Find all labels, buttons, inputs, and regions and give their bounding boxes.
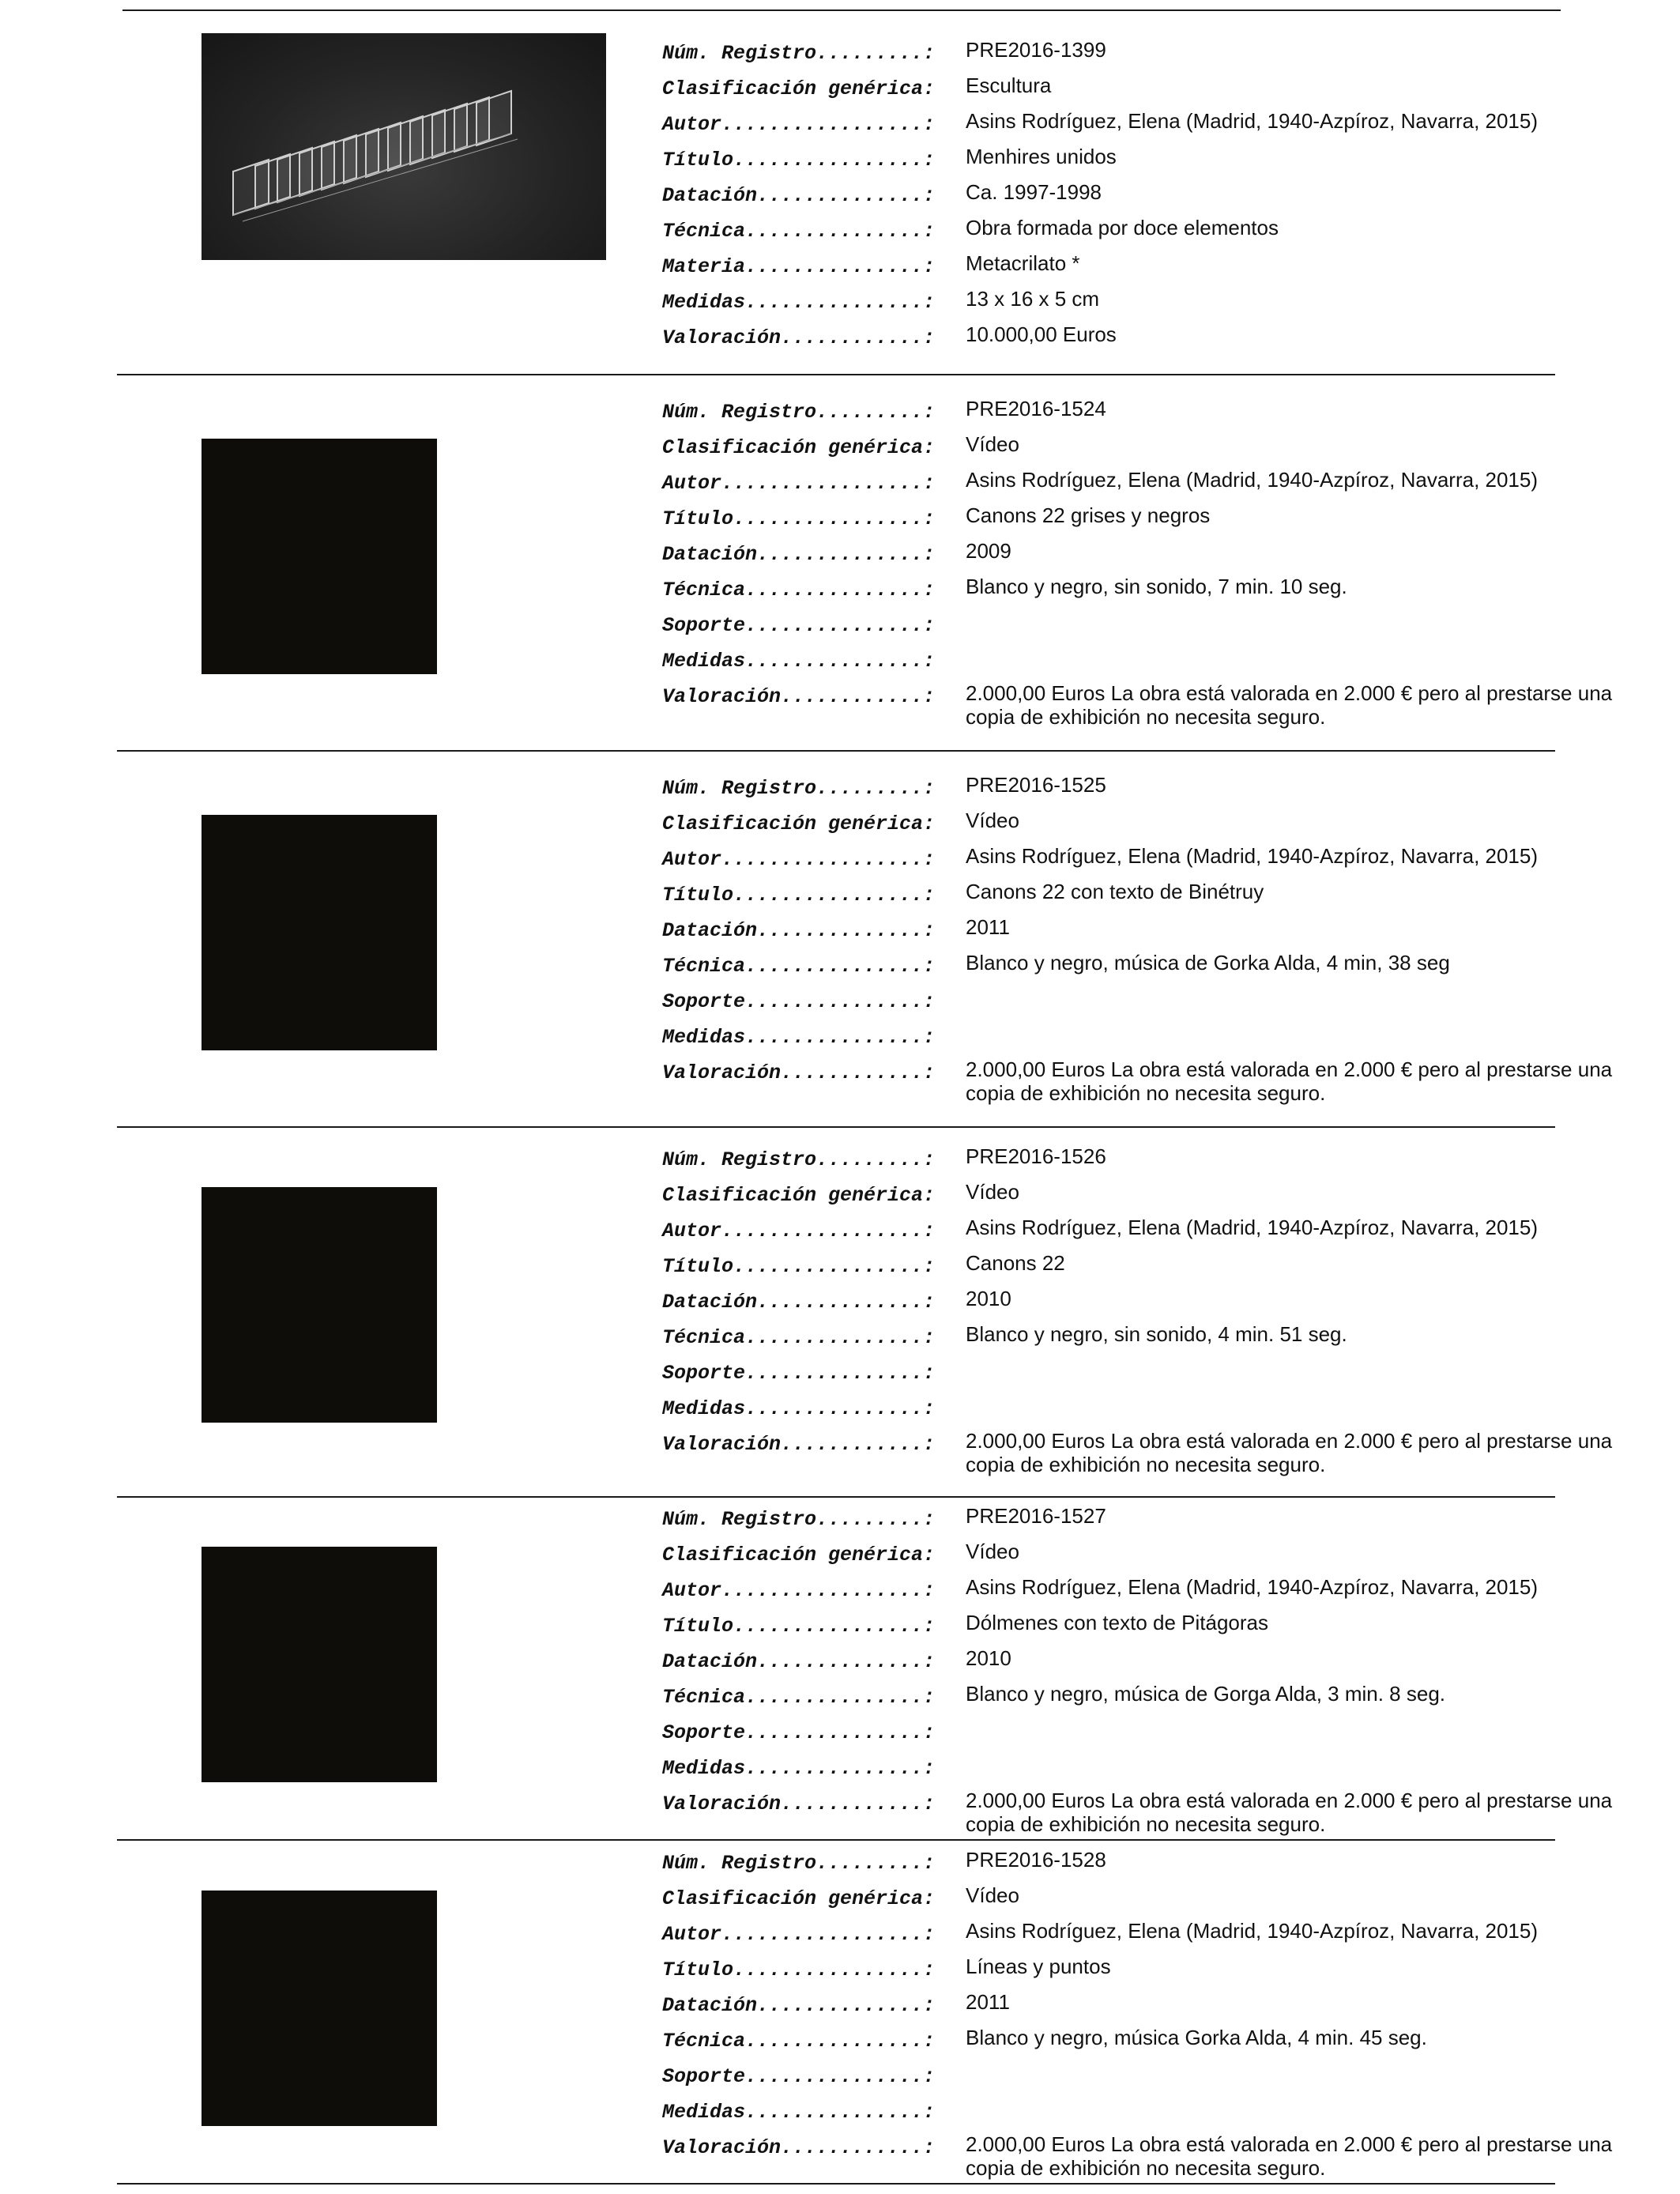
- value-clasificacion: Vídeo: [966, 809, 1019, 832]
- label-materia: Materia...............:: [662, 255, 936, 278]
- label-datacion: Datación..............:: [662, 543, 936, 566]
- value-clasificacion: Vídeo: [966, 432, 1019, 456]
- divider-5: [117, 1839, 1555, 1841]
- value-autor: Asins Rodríguez, Elena (Madrid, 1940-Azpíroz, Navarra, 2015): [966, 1216, 1539, 1239]
- value-datacion: 2011: [966, 915, 1010, 939]
- value-tecnica: Blanco y negro, sin sonido, 4 min. 51 seg.: [966, 1322, 1347, 1346]
- label-autor: Autor.................:: [662, 848, 936, 871]
- label-titulo: Título................:: [662, 507, 936, 530]
- label-clasificacion: Clasificación genérica:: [662, 436, 936, 459]
- value-tecnica: Blanco y negro, música de Gorga Alda, 3 min. 8 seg.: [966, 1682, 1446, 1706]
- value-valoracion: 10.000,00 Euros: [966, 322, 1117, 346]
- value-datacion: 2010: [966, 1287, 1011, 1310]
- value-titulo: Líneas y puntos: [966, 1955, 1111, 1978]
- video-thumbnail: [202, 1187, 437, 1423]
- value-clasificacion: Vídeo: [966, 1180, 1019, 1204]
- value-tecnica: Blanco y negro, sin sonido, 7 min. 10 seg.: [966, 575, 1347, 598]
- label-clasificacion: Clasificación genérica:: [662, 1544, 936, 1566]
- value-clasificacion: Escultura: [966, 74, 1052, 97]
- label-valoracion: Valoración............:: [662, 1061, 936, 1084]
- label-autor: Autor.................:: [662, 472, 936, 495]
- label-clasificacion: Clasificación genérica:: [662, 1184, 936, 1207]
- label-autor: Autor.................:: [662, 1220, 936, 1242]
- value-materia: Metacrilato *: [966, 251, 1080, 275]
- label-valoracion: Valoración............:: [662, 1793, 936, 1815]
- bottom-divider: [117, 2183, 1555, 2185]
- label-registro: Núm. Registro.........:: [662, 42, 936, 65]
- label-tecnica: Técnica...............:: [662, 1686, 936, 1709]
- value-valoracion: 2.000,00 Euros La obra está valorada en 2.000 € pero al prestarse una copia de exhibición no necesita seguro.: [966, 1429, 1613, 1476]
- label-valoracion: Valoración............:: [662, 2136, 936, 2159]
- value-registro: PRE2016-1528: [966, 1848, 1106, 1872]
- label-datacion: Datación..............:: [662, 1650, 936, 1673]
- label-titulo: Título................:: [662, 1255, 936, 1278]
- value-registro: PRE2016-1526: [966, 1144, 1106, 1168]
- value-titulo: Menhires unidos: [966, 145, 1117, 168]
- label-datacion: Datación..............:: [662, 919, 936, 942]
- value-valoracion: 2.000,00 Euros La obra está valorada en 2.000 € pero al prestarse una copia de exhibición no necesita seguro.: [966, 681, 1613, 729]
- value-valoracion: 2.000,00 Euros La obra está valorada en 2.000 € pero al prestarse una copia de exhibición no necesita seguro.: [966, 2132, 1613, 2180]
- divider-4: [117, 1496, 1555, 1498]
- value-autor: Asins Rodríguez, Elena (Madrid, 1940-Azpíroz, Navarra, 2015): [966, 1919, 1539, 1943]
- label-registro: Núm. Registro.........:: [662, 401, 936, 424]
- value-datacion: Ca. 1997-1998: [966, 180, 1102, 204]
- label-tecnica: Técnica...............:: [662, 579, 936, 601]
- divider-2: [117, 750, 1555, 752]
- label-soporte: Soporte...............:: [662, 1362, 936, 1385]
- value-datacion: 2011: [966, 1990, 1010, 2014]
- value-titulo: Canons 22: [966, 1251, 1065, 1275]
- value-registro: PRE2016-1527: [966, 1504, 1106, 1528]
- value-tecnica: Obra formada por doce elementos: [966, 216, 1279, 239]
- top-divider: [122, 9, 1561, 11]
- value-titulo: Canons 22 con texto de Binétruy: [966, 880, 1264, 903]
- value-titulo: Canons 22 grises y negros: [966, 503, 1211, 527]
- video-thumbnail: [202, 1891, 437, 2126]
- value-medidas: 13 x 16 x 5 cm: [966, 287, 1100, 311]
- value-tecnica: Blanco y negro, música de Gorka Alda, 4 min, 38 seg: [966, 951, 1450, 974]
- value-tecnica: Blanco y negro, música Gorka Alda, 4 min. 45 seg.: [966, 2026, 1427, 2049]
- value-clasificacion: Vídeo: [966, 1540, 1019, 1563]
- value-valoracion: 2.000,00 Euros La obra está valorada en 2.000 € pero al prestarse una copia de exhibición no necesita seguro.: [966, 1057, 1613, 1105]
- value-registro: PRE2016-1525: [966, 773, 1106, 797]
- label-tecnica: Técnica...............:: [662, 955, 936, 978]
- sculpture-image: [202, 33, 606, 260]
- label-medidas: Medidas...............:: [662, 1757, 936, 1780]
- divider-1: [117, 374, 1555, 375]
- label-autor: Autor.................:: [662, 113, 936, 136]
- label-medidas: Medidas...............:: [662, 1397, 936, 1420]
- label-valoracion: Valoración............:: [662, 1433, 936, 1456]
- label-titulo: Título................:: [662, 884, 936, 907]
- value-registro: PRE2016-1399: [966, 38, 1106, 62]
- label-datacion: Datación..............:: [662, 1994, 936, 2017]
- label-soporte: Soporte...............:: [662, 1721, 936, 1744]
- value-clasificacion: Vídeo: [966, 1883, 1019, 1907]
- label-registro: Núm. Registro.........:: [662, 777, 936, 800]
- label-registro: Núm. Registro.........:: [662, 1148, 936, 1171]
- label-clasificacion: Clasificación genérica:: [662, 812, 936, 835]
- label-medidas: Medidas...............:: [662, 1026, 936, 1049]
- label-clasificacion: Clasificación genérica:: [662, 77, 936, 100]
- label-soporte: Soporte...............:: [662, 990, 936, 1013]
- label-autor: Autor.................:: [662, 1923, 936, 1946]
- label-titulo: Título................:: [662, 1615, 936, 1638]
- value-autor: Asins Rodríguez, Elena (Madrid, 1940-Azpíroz, Navarra, 2015): [966, 844, 1539, 868]
- label-titulo: Título................:: [662, 1958, 936, 1981]
- value-autor: Asins Rodríguez, Elena (Madrid, 1940-Azpíroz, Navarra, 2015): [966, 1575, 1539, 1599]
- label-autor: Autor.................:: [662, 1579, 936, 1602]
- sculpture-photo: [202, 33, 606, 260]
- video-thumbnail: [202, 815, 437, 1050]
- divider-3: [117, 1126, 1555, 1128]
- label-tecnica: Técnica...............:: [662, 2030, 936, 2053]
- label-soporte: Soporte...............:: [662, 614, 936, 637]
- value-registro: PRE2016-1524: [966, 397, 1106, 420]
- label-datacion: Datación..............:: [662, 184, 936, 207]
- label-medidas: Medidas...............:: [662, 2101, 936, 2124]
- value-datacion: 2010: [966, 1646, 1011, 1670]
- label-valoracion: Valoración............:: [662, 326, 936, 349]
- label-tecnica: Técnica...............:: [662, 1326, 936, 1349]
- value-autor: Asins Rodríguez, Elena (Madrid, 1940-Azpíroz, Navarra, 2015): [966, 468, 1539, 492]
- label-tecnica: Técnica...............:: [662, 220, 936, 243]
- label-valoracion: Valoración............:: [662, 685, 936, 708]
- value-valoracion: 2.000,00 Euros La obra está valorada en 2.000 € pero al prestarse una copia de exhibición no necesita seguro.: [966, 1789, 1613, 1836]
- value-autor: Asins Rodríguez, Elena (Madrid, 1940-Azpíroz, Navarra, 2015): [966, 109, 1539, 133]
- video-thumbnail: [202, 439, 437, 674]
- label-clasificacion: Clasificación genérica:: [662, 1887, 936, 1910]
- label-medidas: Medidas...............:: [662, 650, 936, 673]
- label-soporte: Soporte...............:: [662, 2065, 936, 2088]
- value-titulo: Dólmenes con texto de Pitágoras: [966, 1611, 1268, 1634]
- value-datacion: 2009: [966, 539, 1011, 563]
- label-registro: Núm. Registro.........:: [662, 1508, 936, 1531]
- label-titulo: Título................:: [662, 149, 936, 172]
- video-thumbnail: [202, 1547, 437, 1782]
- label-registro: Núm. Registro.........:: [662, 1852, 936, 1875]
- label-medidas: Medidas...............:: [662, 291, 936, 314]
- label-datacion: Datación..............:: [662, 1291, 936, 1314]
